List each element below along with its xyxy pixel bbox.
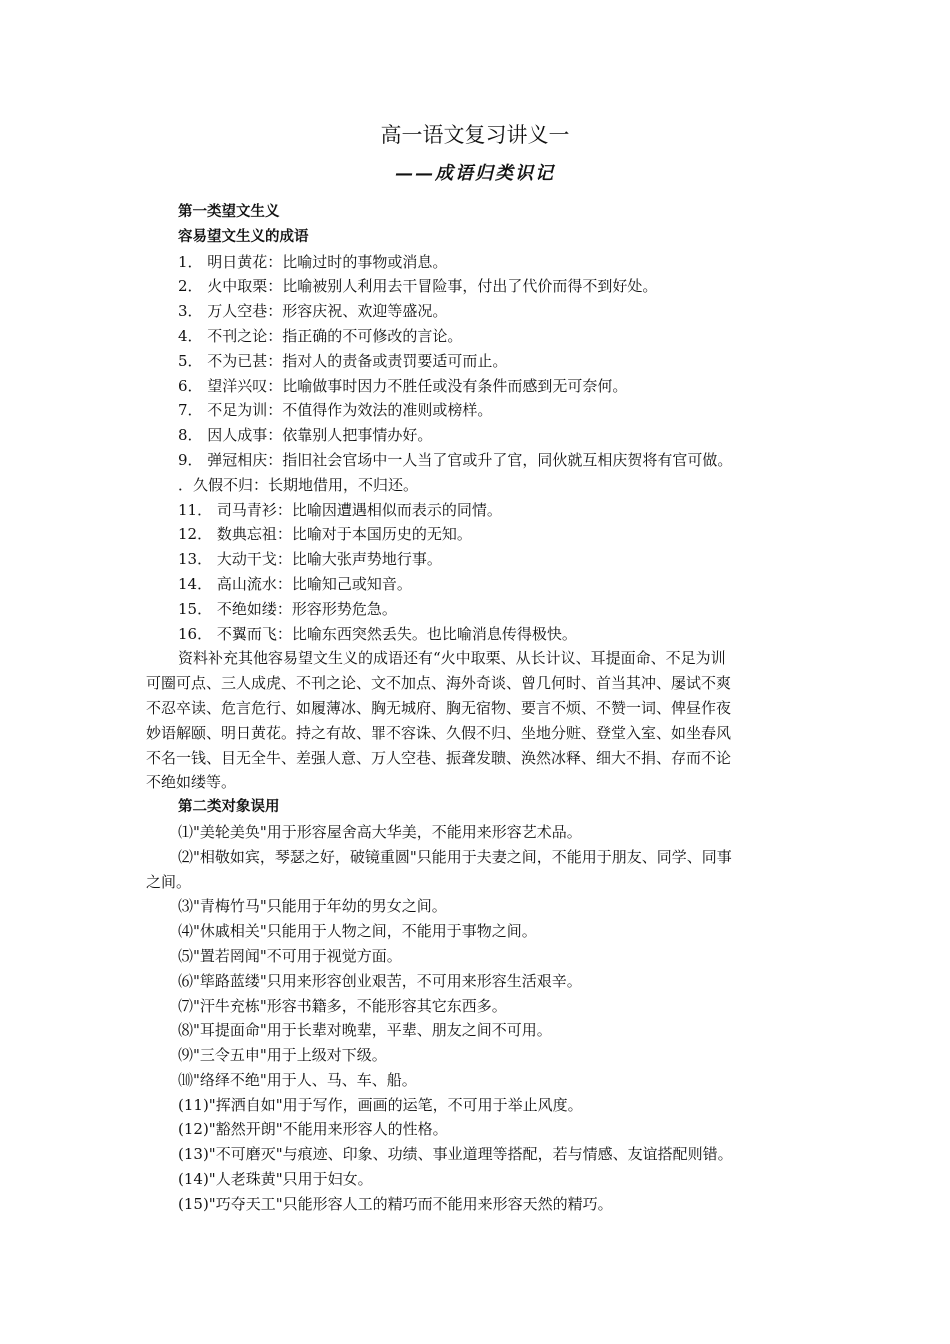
idiom-item: 12． 数典忘祖：比喻对于本国历史的无知。 [178, 525, 472, 544]
misuse-item: ⑽"络绎不绝"用于人、马、车、船。 [178, 1070, 417, 1089]
document-subtitle: ——成语归类识记 [395, 163, 555, 184]
supplement-paragraph-line: 不名一钱、目无全牛、差强人意、万人空巷、振聋发聩、涣然冰释、细大不捐、存而不论 [146, 748, 732, 767]
misuse-item: ⑶"青梅竹马"只能用于年幼的男女之间。 [178, 897, 447, 916]
misuse-item: (13)"不可磨灭"与痕迹、印象、功绩、事业道理等搭配，若与情感、友谊搭配则错。 [178, 1145, 733, 1164]
misuse-item: ⑻"耳提面命"用于长辈对晚辈，平辈、朋友之间不可用。 [178, 1021, 552, 1040]
idiom-item: 5． 不为已甚：指对人的责备或责罚要适可而止。 [178, 351, 508, 370]
idiom-item: 16． 不翼而飞：比喻东西突然丢失。也比喻消息传得极快。 [178, 624, 577, 643]
idiom-item: 15． 不绝如缕：形容形势危急。 [178, 599, 397, 618]
idiom-item: 14． 高山流水：比喻知己或知音。 [178, 574, 412, 593]
misuse-item: (14)"人老珠黄"只用于妇女。 [178, 1170, 373, 1189]
supplement-paragraph-line: 资料补充其他容易望文生义的成语还有“火中取栗、从长计议、耳提面命、不足为训 [178, 649, 726, 668]
idiom-item: ．久假不归：长期地借用，不归还。 [178, 475, 419, 494]
misuse-item: ⑼"三令五申"用于上级对下级。 [178, 1046, 387, 1065]
supplement-paragraph-line: 妙语解颐、明日黄花。持之有故、罪不容诛、久假不归、坐地分赃、登堂入室、如坐春风 [146, 723, 732, 742]
idiom-item: 9． 弹冠相庆：指旧社会官场中一人当了官或升了官，同伙就互相庆贺将有官可做。 [178, 450, 733, 469]
misuse-item: (11)"挥洒自如"用于写作，画画的运笔，不可用于举止风度。 [178, 1095, 583, 1114]
section-heading: 第二类对象误用 [178, 799, 280, 816]
supplement-paragraph-line: 不绝如缕等。 [146, 773, 237, 792]
document-body [146, 200, 808, 1217]
idiom-item: 13． 大动干戈：比喻大张声势地行事。 [178, 550, 442, 569]
misuse-item-continuation: 之间。 [146, 872, 192, 891]
section-heading: 第一类望文生义 [178, 204, 280, 220]
idiom-item: 4． 不刊之论：指正确的不可修改的言论。 [178, 326, 463, 345]
section-subheading: 容易望文生义的成语 [178, 228, 309, 245]
idiom-item: 6． 望洋兴叹：比喻做事时因力不胜任或没有条件而感到无可奈何。 [178, 376, 628, 395]
supplement-paragraph-line: 可圈可点、三人成虎、不刊之论、文不加点、海外奇谈、曾几何时、首当其冲、屡试不爽 [146, 674, 732, 693]
idiom-item: 8． 因人成事：依靠别人把事情办好。 [178, 426, 433, 445]
misuse-item: ⑴"美轮美奂"用于形容屋舍高大华美，不能用来形容艺术品。 [178, 822, 582, 841]
misuse-item: ⑷"休戚相关"只能用于人物之间，不能用于事物之间。 [178, 922, 537, 941]
misuse-item: ⑵"相敬如宾，琴瑟之好，破镜重圆"只能用于夫妻之间，不能用于朋友、同学、同事 [178, 847, 732, 866]
misuse-item: (12)"豁然开朗"不能用来形容人的性格。 [178, 1120, 448, 1139]
misuse-item: ⑺"汗牛充栋"形容书籍多，不能形容其它东西多。 [178, 996, 507, 1015]
supplement-paragraph-line: 不忍卒读、危言危行、如履薄冰、胸无城府、胸无宿物、要言不烦、不赞一词、俾昼作夜 [146, 698, 732, 717]
idiom-item: 2． 火中取栗：比喻被别人利用去干冒险事，付出了代价而得不到好处。 [178, 277, 658, 296]
idiom-item: 7． 不足为训：不值得作为效法的准则或榜样。 [178, 401, 493, 420]
misuse-item: ⑹"筚路蓝缕"只用来形容创业艰苦，不可用来形容生活艰辛。 [178, 971, 582, 990]
misuse-item: ⑸"置若罔闻"不可用于视觉方面。 [178, 946, 402, 965]
misuse-item: (15)"巧夺天工"只能形容人工的精巧而不能用来形容天然的精巧。 [178, 1194, 613, 1213]
idiom-item: 1． 明日黄花：比喻过时的事物或消息。 [178, 252, 448, 271]
idiom-item: 3． 万人空巷：形容庆祝、欢迎等盛况。 [178, 302, 448, 321]
document-title: 高一语文复习讲义一 [380, 123, 570, 147]
idiom-item: 11． 司马青衫：比喻因遭遇相似而表示的同情。 [178, 500, 502, 519]
